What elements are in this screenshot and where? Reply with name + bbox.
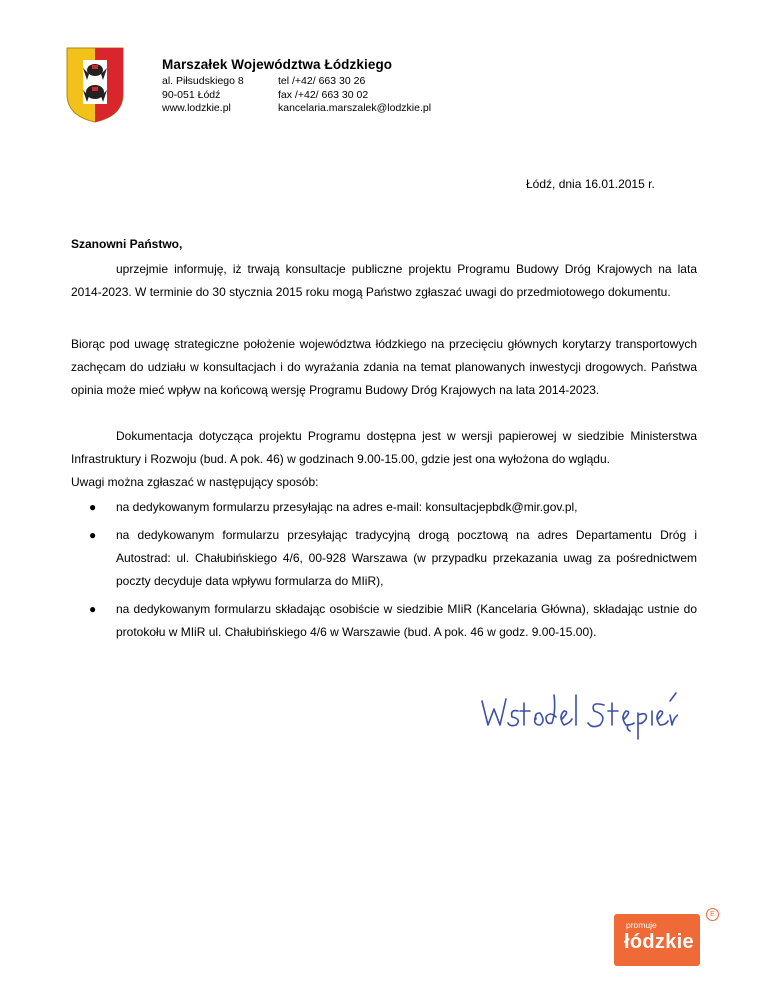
bullet-icon: ● (89, 528, 97, 542)
paragraph-intro: uprzejmie informuję, iż trwają konsultacje publiczne projektu Programu Budowy Dróg Krajowych na lata 2014-2023. W terminie do 30 stycznia 2015 roku mogą Państwo zgłaszać uwagi do przedmiotowego dokumentu. (71, 262, 697, 299)
signature (478, 681, 678, 741)
submission-methods-list (71, 496, 697, 649)
list-item-text: na dedykowanym formularzu składając osobiście w siedzibie MIiR (Kancelaria Główna), składając ustnie do protokołu w MIiR ul. Chałubińskiego 4/6 w Warszawie (bud. A pok. 46 w godz. 9.00-15.00). (116, 602, 697, 639)
organization-title: Marszałek Województwa Łódzkiego (162, 57, 393, 72)
address-postal: 90-051 Łódź (162, 88, 221, 101)
contact-block (278, 75, 431, 116)
address-block (162, 75, 244, 116)
address-website: www.lodzkie.pl (162, 102, 231, 114)
list-item-text: na dedykowanym formularzu przesyłając na adres e-mail: konsultacjepbdk@mir.gov.pl, (116, 500, 578, 514)
list-item-text: na dedykowanym formularzu przesyłając tradycyjną drogą pocztową na adres Departamentu Dróg i Autostrad: ul. Chałubińskiego 4/6, 00-928 Warszawa (w przypadku przekazania uwag za pośrednictwem poczty decyduje data wpływu formularza do MIiR), (116, 528, 697, 588)
badge-mark-icon: E (706, 908, 719, 921)
address-street: al. Piłsudskiego 8 (162, 75, 244, 87)
letter-date: Łódź, dnia 16.01.2015 r. (526, 177, 655, 191)
paragraph-documentation: Dokumentacja dotycząca projektu Programu dostępna jest w wersji papierowej w siedzibie Ministerstwa Infrastruktury i Rozwoju (bud. A pok. 46) w godzinach 9.00-15.00, gdzie jest ona wyłożona do wglądu. (71, 429, 697, 466)
list-item (71, 524, 697, 593)
contact-fax: fax /+42/ 663 30 02 (278, 88, 369, 101)
list-item (71, 598, 697, 644)
list-item (71, 496, 697, 519)
promotion-badge (614, 911, 715, 966)
coat-of-arms-icon (65, 46, 125, 124)
paragraph-strategy: Biorąc pod uwagę strategiczne położenie województwa łódzkiego na przecięciu głównych korytarzy transportowych zachęcam do udziału w konsultacjach i do wyrażania zdania na temat planowanych inwestycji drogowych. Państwa opinia może mieć wpływ na końcową wersję Programu Budowy Dróg Krajowych na lata 2014-2023. (71, 337, 697, 397)
bullet-icon: ● (89, 500, 97, 514)
badge-small-text: promuje (626, 920, 657, 930)
greeting: Szanowni Państwo, (71, 237, 183, 251)
bullet-icon: ● (89, 602, 97, 616)
contact-email: kancelaria.marszalek@lodzkie.pl (278, 102, 432, 114)
paragraph-submission-intro: Uwagi można zgłaszać w następujący sposób: (71, 475, 319, 489)
contact-phone: tel /+42/ 663 30 26 (278, 75, 366, 87)
badge-brand-text: łódzkie (624, 931, 694, 953)
